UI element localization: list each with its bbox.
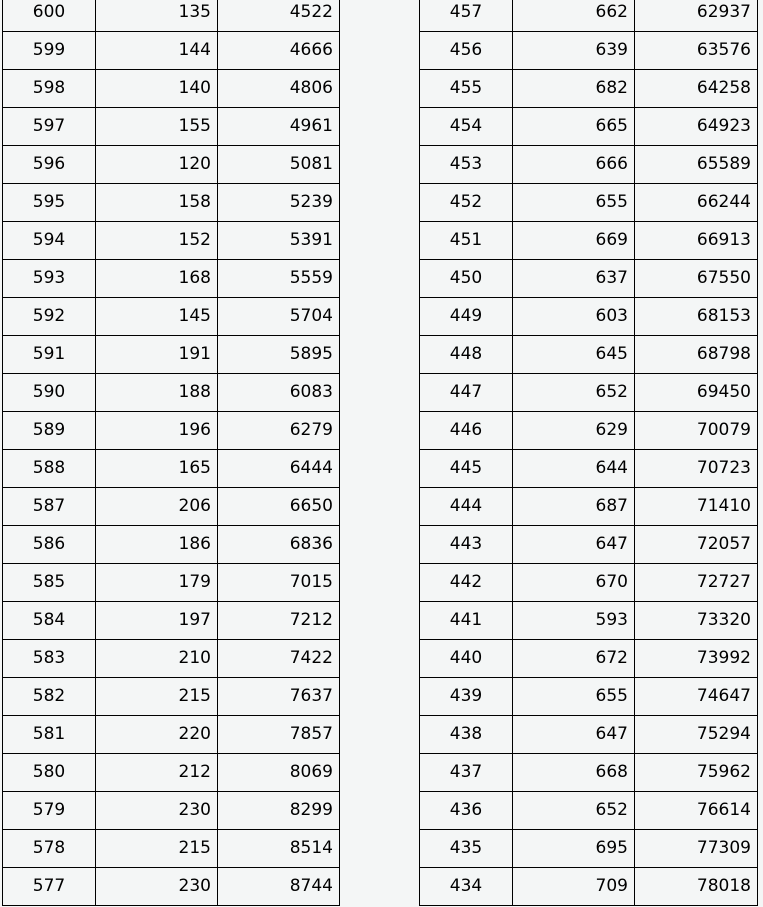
- table-cell-score: 441: [420, 602, 513, 640]
- table-cell-count: 196: [96, 412, 218, 450]
- table-cell-cumulative: 7857: [218, 716, 340, 754]
- table-row: [3, 716, 340, 754]
- table-cell-cumulative: 4522: [218, 0, 340, 32]
- table-cell-count: 666: [513, 146, 635, 184]
- table-cell-cumulative: 4666: [218, 32, 340, 70]
- table-row: [3, 792, 340, 830]
- table-cell-score: 585: [3, 564, 96, 602]
- table-cell-cumulative: 68798: [635, 336, 758, 374]
- table-cell-score: 436: [420, 792, 513, 830]
- table-row: [420, 526, 758, 564]
- table-cell-count: 220: [96, 716, 218, 754]
- table-cell-score: 590: [3, 374, 96, 412]
- score-table-left: [2, 0, 340, 906]
- table-cell-count: 629: [513, 412, 635, 450]
- table-cell-score: 577: [3, 868, 96, 906]
- table-cell-score: 434: [420, 868, 513, 906]
- table-cell-count: 593: [513, 602, 635, 640]
- table-cell-score: 456: [420, 32, 513, 70]
- table-row: [3, 146, 340, 184]
- table-row: [3, 336, 340, 374]
- table-cell-cumulative: 7422: [218, 640, 340, 678]
- table-cell-score: 600: [3, 0, 96, 32]
- table-row: [420, 374, 758, 412]
- table-cell-score: 597: [3, 108, 96, 146]
- table-row: [420, 754, 758, 792]
- table-cell-score: 579: [3, 792, 96, 830]
- table-cell-count: 120: [96, 146, 218, 184]
- table-cell-score: 455: [420, 70, 513, 108]
- table-cell-count: 647: [513, 526, 635, 564]
- table-cell-cumulative: 8744: [218, 868, 340, 906]
- table-row: [3, 412, 340, 450]
- table-cell-cumulative: 5239: [218, 184, 340, 222]
- table-row: [420, 336, 758, 374]
- table-cell-score: 435: [420, 830, 513, 868]
- table-cell-count: 197: [96, 602, 218, 640]
- table-cell-cumulative: 62937: [635, 0, 758, 32]
- table-row: [3, 450, 340, 488]
- table-row: [420, 184, 758, 222]
- table-cell-score: 595: [3, 184, 96, 222]
- table-cell-cumulative: 64923: [635, 108, 758, 146]
- table-cell-score: 582: [3, 678, 96, 716]
- table-cell-count: 647: [513, 716, 635, 754]
- table-cell-score: 450: [420, 260, 513, 298]
- table-row: [3, 830, 340, 868]
- table-row: [420, 792, 758, 830]
- table-cell-score: 452: [420, 184, 513, 222]
- table-cell-cumulative: 70079: [635, 412, 758, 450]
- table-cell-count: 140: [96, 70, 218, 108]
- table-cell-score: 449: [420, 298, 513, 336]
- table-cell-cumulative: 4961: [218, 108, 340, 146]
- table-cell-score: 586: [3, 526, 96, 564]
- table-row: [3, 754, 340, 792]
- table-cell-score: 581: [3, 716, 96, 754]
- table-cell-score: 591: [3, 336, 96, 374]
- table-cell-count: 230: [96, 792, 218, 830]
- table-cell-cumulative: 5081: [218, 146, 340, 184]
- table-cell-cumulative: 65589: [635, 146, 758, 184]
- table-cell-count: 669: [513, 222, 635, 260]
- table-cell-cumulative: 69450: [635, 374, 758, 412]
- table-row: [3, 602, 340, 640]
- table-cell-cumulative: 7015: [218, 564, 340, 602]
- table-cell-count: 165: [96, 450, 218, 488]
- table-row: [3, 678, 340, 716]
- table-cell-cumulative: 4806: [218, 70, 340, 108]
- table-row: [420, 678, 758, 716]
- table-cell-count: 215: [96, 830, 218, 868]
- table-cell-count: 206: [96, 488, 218, 526]
- table-cell-score: 453: [420, 146, 513, 184]
- table-cell-cumulative: 5391: [218, 222, 340, 260]
- table-row: [420, 640, 758, 678]
- table-cell-cumulative: 68153: [635, 298, 758, 336]
- table-row: [420, 564, 758, 602]
- table-row: [420, 716, 758, 754]
- table-row: [420, 222, 758, 260]
- table-cell-score: 589: [3, 412, 96, 450]
- table-row: [420, 0, 758, 32]
- table-cell-count: 637: [513, 260, 635, 298]
- table-cell-score: 447: [420, 374, 513, 412]
- table-row: [3, 298, 340, 336]
- table-row: [3, 222, 340, 260]
- table-cell-score: 439: [420, 678, 513, 716]
- table-cell-count: 668: [513, 754, 635, 792]
- table-cell-count: 168: [96, 260, 218, 298]
- table-row: [3, 184, 340, 222]
- table-cell-count: 191: [96, 336, 218, 374]
- table-cell-score: 451: [420, 222, 513, 260]
- table-cell-score: 442: [420, 564, 513, 602]
- table-cell-cumulative: 6279: [218, 412, 340, 450]
- table-cell-score: 583: [3, 640, 96, 678]
- table-cell-cumulative: 8514: [218, 830, 340, 868]
- table-row: [420, 70, 758, 108]
- table-cell-score: 444: [420, 488, 513, 526]
- table-cell-cumulative: 77309: [635, 830, 758, 868]
- table-cell-count: 144: [96, 32, 218, 70]
- table-cell-score: 440: [420, 640, 513, 678]
- table-cell-count: 672: [513, 640, 635, 678]
- table-row: [420, 868, 758, 906]
- table-cell-count: 603: [513, 298, 635, 336]
- score-table-right: [419, 0, 758, 906]
- table-row: [420, 146, 758, 184]
- table-row: [420, 260, 758, 298]
- table-cell-cumulative: 64258: [635, 70, 758, 108]
- table-cell-count: 152: [96, 222, 218, 260]
- table-row: [3, 260, 340, 298]
- table-cell-count: 135: [96, 0, 218, 32]
- table-row: [3, 564, 340, 602]
- table-cell-score: 587: [3, 488, 96, 526]
- table-row: [3, 868, 340, 906]
- table-row: [3, 640, 340, 678]
- table-row: [3, 70, 340, 108]
- table-cell-count: 155: [96, 108, 218, 146]
- table-cell-score: 594: [3, 222, 96, 260]
- table-cell-cumulative: 75294: [635, 716, 758, 754]
- table-cell-score: 578: [3, 830, 96, 868]
- table-cell-count: 682: [513, 70, 635, 108]
- table-cell-score: 448: [420, 336, 513, 374]
- table-cell-score: 584: [3, 602, 96, 640]
- table-cell-count: 215: [96, 678, 218, 716]
- table-cell-count: 662: [513, 0, 635, 32]
- table-row: [3, 526, 340, 564]
- table-row: [420, 108, 758, 146]
- table-cell-count: 652: [513, 374, 635, 412]
- table-row: [420, 32, 758, 70]
- table-cell-count: 709: [513, 868, 635, 906]
- table-cell-cumulative: 66244: [635, 184, 758, 222]
- table-cell-count: 145: [96, 298, 218, 336]
- table-row: [3, 108, 340, 146]
- table-row: [3, 488, 340, 526]
- table-cell-score: 446: [420, 412, 513, 450]
- table-cell-score: 457: [420, 0, 513, 32]
- table-cell-cumulative: 74647: [635, 678, 758, 716]
- table-cell-cumulative: 72727: [635, 564, 758, 602]
- table-cell-cumulative: 8069: [218, 754, 340, 792]
- table-row: [420, 412, 758, 450]
- table-cell-score: 580: [3, 754, 96, 792]
- table-cell-cumulative: 72057: [635, 526, 758, 564]
- table-cell-count: 655: [513, 184, 635, 222]
- table-cell-score: 443: [420, 526, 513, 564]
- table-cell-count: 188: [96, 374, 218, 412]
- table-row: [420, 830, 758, 868]
- table-cell-count: 639: [513, 32, 635, 70]
- table-cell-count: 655: [513, 678, 635, 716]
- table-row: [420, 450, 758, 488]
- table-cell-cumulative: 5704: [218, 298, 340, 336]
- table-cell-score: 437: [420, 754, 513, 792]
- table-row: [3, 374, 340, 412]
- table-cell-cumulative: 66913: [635, 222, 758, 260]
- table-cell-score: 596: [3, 146, 96, 184]
- table-cell-count: 652: [513, 792, 635, 830]
- table-cell-count: 670: [513, 564, 635, 602]
- table-cell-score: 438: [420, 716, 513, 754]
- table-cell-count: 212: [96, 754, 218, 792]
- table-cell-cumulative: 67550: [635, 260, 758, 298]
- table-cell-cumulative: 7637: [218, 678, 340, 716]
- table-cell-cumulative: 7212: [218, 602, 340, 640]
- table-cell-cumulative: 76614: [635, 792, 758, 830]
- table-cell-cumulative: 6444: [218, 450, 340, 488]
- table-cell-count: 665: [513, 108, 635, 146]
- table-row: [3, 0, 340, 32]
- table-cell-count: 179: [96, 564, 218, 602]
- table-cell-count: 645: [513, 336, 635, 374]
- table-cell-cumulative: 75962: [635, 754, 758, 792]
- table-cell-score: 599: [3, 32, 96, 70]
- table-cell-cumulative: 8299: [218, 792, 340, 830]
- table-cell-score: 445: [420, 450, 513, 488]
- table-cell-cumulative: 70723: [635, 450, 758, 488]
- table-cell-count: 210: [96, 640, 218, 678]
- table-row: [420, 602, 758, 640]
- table-cell-count: 695: [513, 830, 635, 868]
- table-cell-score: 593: [3, 260, 96, 298]
- table-cell-count: 687: [513, 488, 635, 526]
- table-cell-cumulative: 5895: [218, 336, 340, 374]
- table-cell-cumulative: 6083: [218, 374, 340, 412]
- table-row: [3, 32, 340, 70]
- table-cell-cumulative: 73992: [635, 640, 758, 678]
- table-cell-cumulative: 63576: [635, 32, 758, 70]
- table-cell-count: 158: [96, 184, 218, 222]
- table-row: [420, 488, 758, 526]
- table-cell-cumulative: 6836: [218, 526, 340, 564]
- table-cell-cumulative: 73320: [635, 602, 758, 640]
- table-row: [420, 298, 758, 336]
- table-cell-cumulative: 71410: [635, 488, 758, 526]
- table-cell-cumulative: 6650: [218, 488, 340, 526]
- table-cell-count: 230: [96, 868, 218, 906]
- table-cell-count: 186: [96, 526, 218, 564]
- table-cell-cumulative: 5559: [218, 260, 340, 298]
- table-cell-cumulative: 78018: [635, 868, 758, 906]
- table-cell-score: 598: [3, 70, 96, 108]
- table-cell-count: 644: [513, 450, 635, 488]
- table-cell-score: 454: [420, 108, 513, 146]
- table-cell-score: 592: [3, 298, 96, 336]
- table-cell-score: 588: [3, 450, 96, 488]
